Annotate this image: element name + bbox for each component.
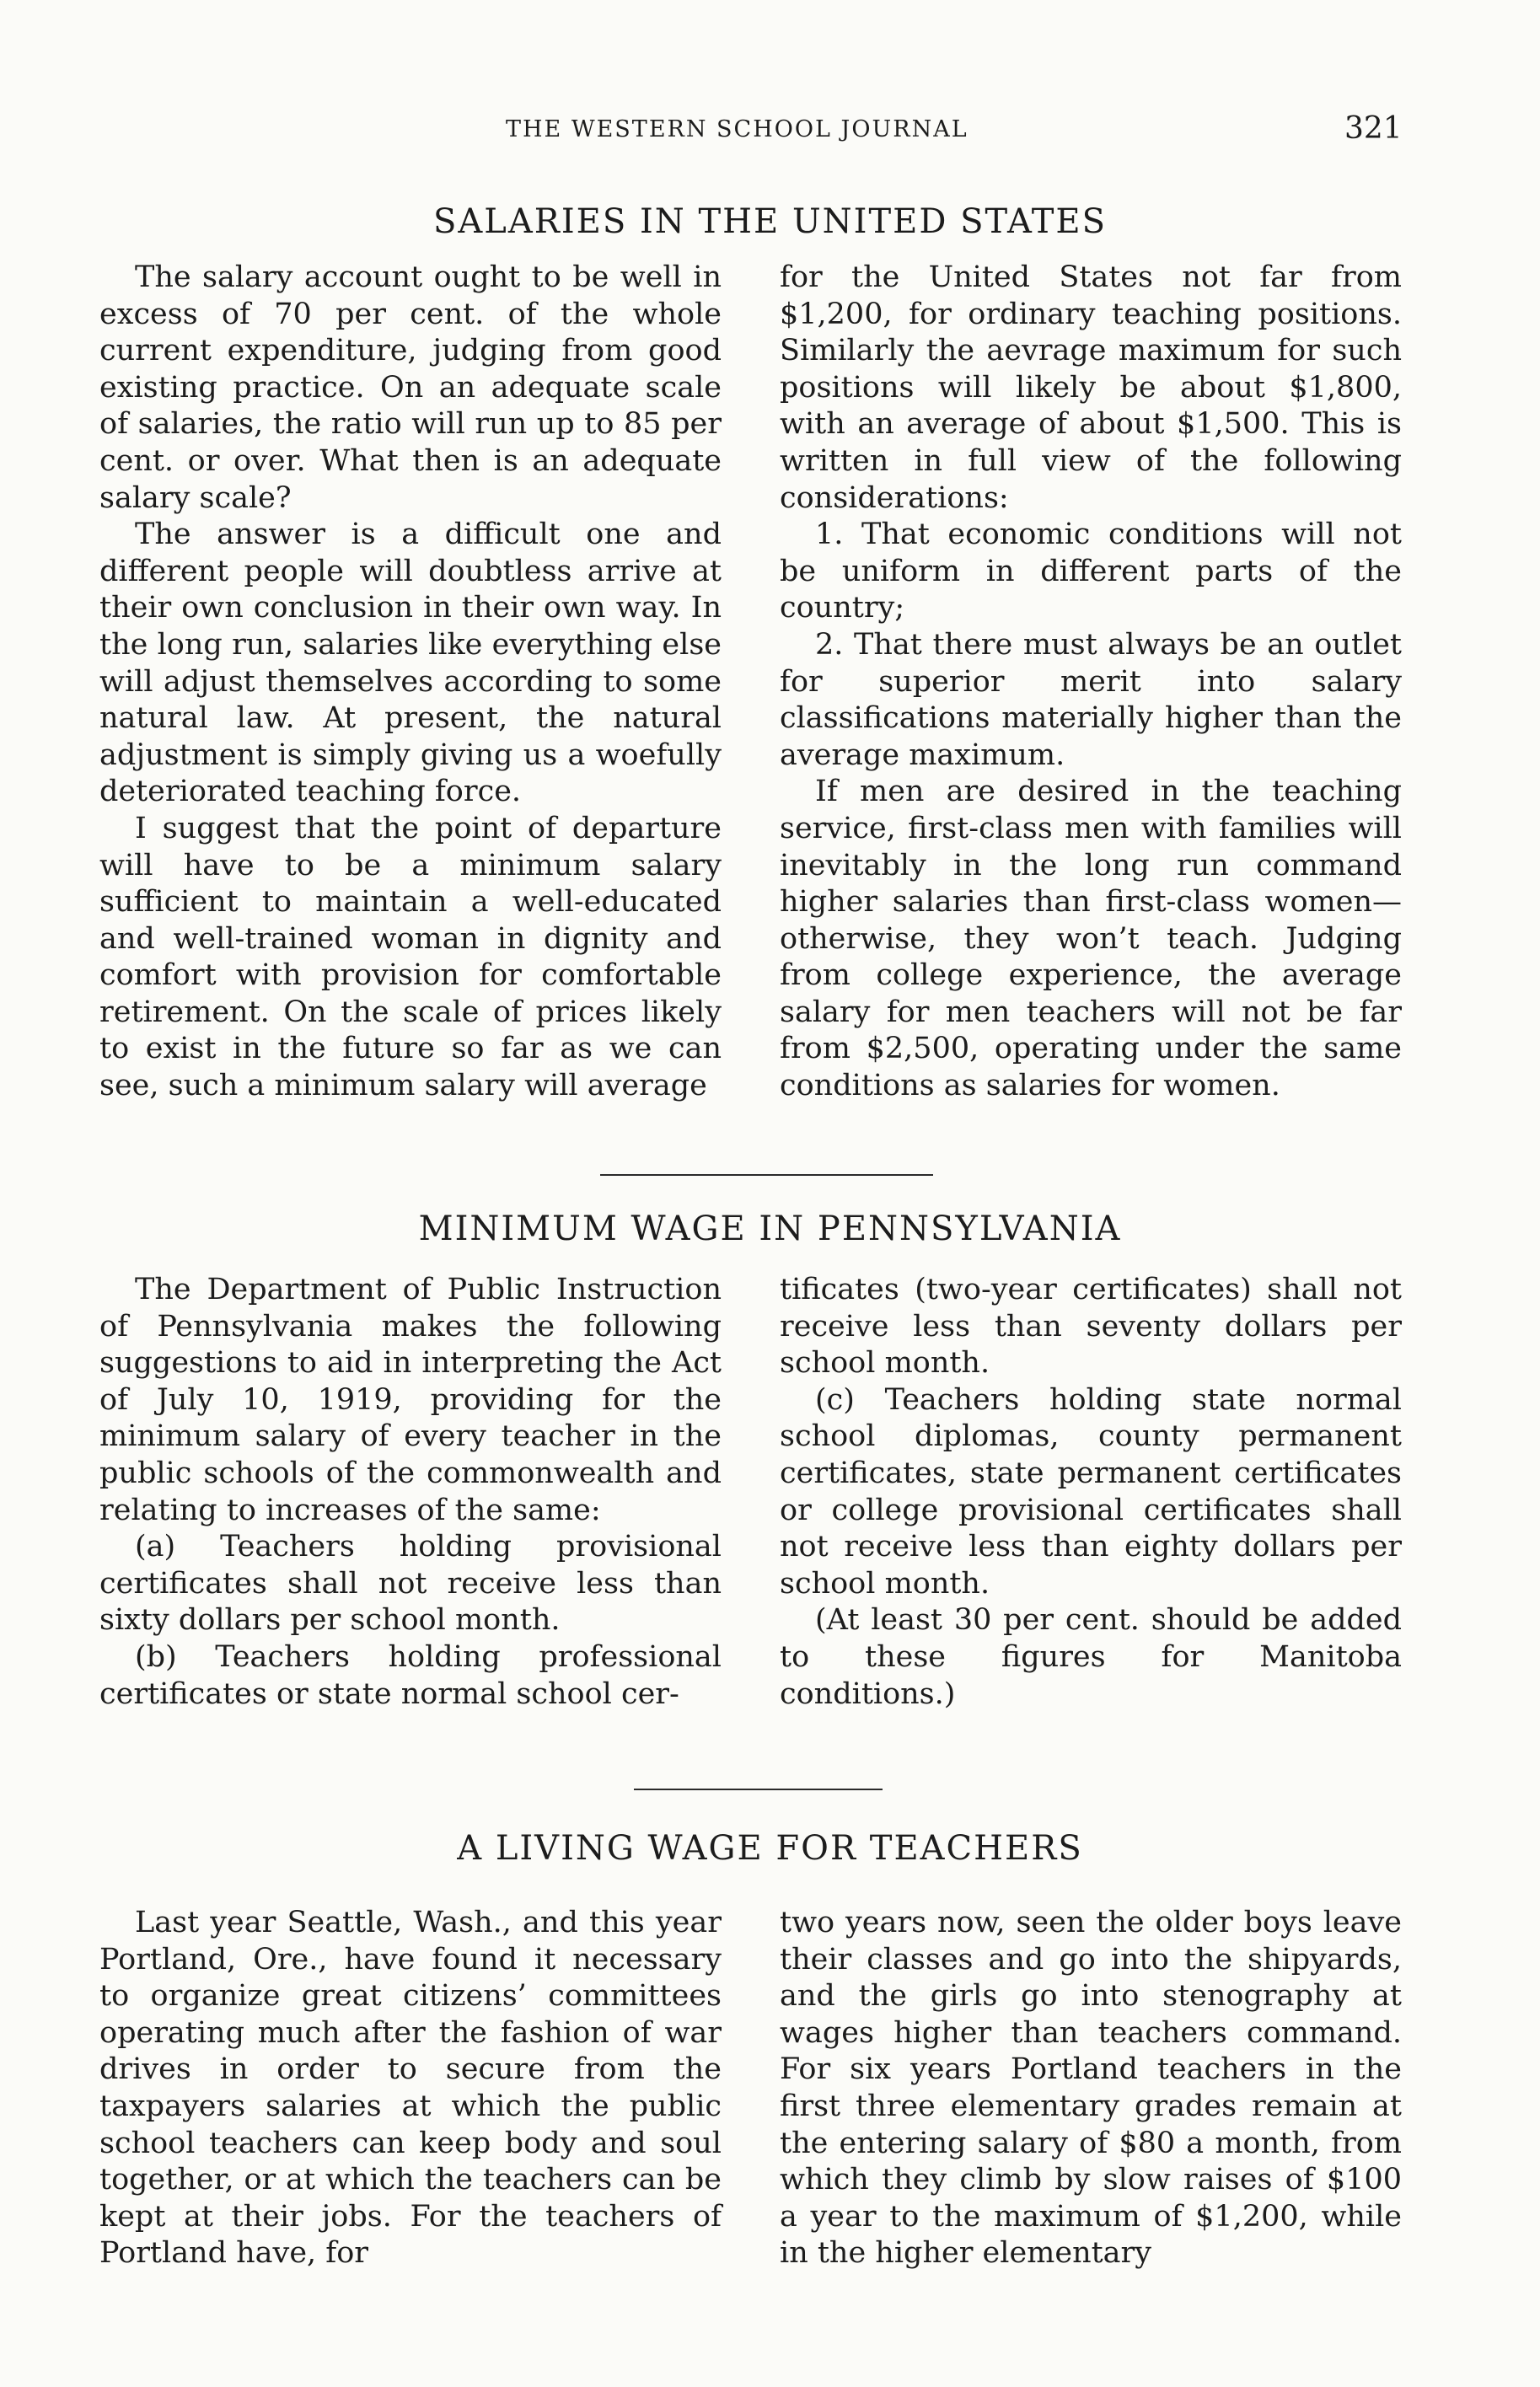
paragraph: The answer is a difficult one and different people will doubtless arrive at their own conclusion in their own way. In the long run, salaries like everything else will adjust themselves according to some natural law. At present, the natural adjustment is simply giving us a woefully deteriorated teaching force.: [99, 518, 722, 809]
article-title: MINIMUM WAGE IN PENNSYLVANIA: [418, 1210, 1122, 1248]
journal-title: THE WESTERN SCHOOL JOURNAL: [506, 116, 969, 142]
article-title: SALARIES IN THE UNITED STATES: [432, 202, 1107, 241]
paragraph: I suggest that the point of departure will have to be a minimum salary sufficient to maintain a well-educated and well-trained woman in dignity and comfort with provision for comfortable retirement. On the scale of prices likely to exist in the future so far as we can see, such a minimum salary will average: [99, 811, 722, 1103]
article-column-left: [99, 1272, 722, 1713]
paragraph: (a) Teachers holding provisional certificates shall not receive less than sixty dollars per school month.: [99, 1530, 722, 1638]
running-head: [0, 111, 1540, 150]
paragraph: If men are desired in the teaching service, first-class men with families will inevitably in the long run command higher salaries than first-class women—otherwise, they won’t teach. Judging from college experience, the average salary for men teachers will not be far from $2,500, operating under the same conditions as salaries for women.: [780, 775, 1402, 1103]
paragraph: (c) Teachers holding state normal school diplomas, county permanent certificates, state permanent certificates or college provisional certificates shall not receive less than eighty dollars per school month.: [780, 1382, 1402, 1601]
paragraph: for the United States not far from $1,200, for ordinary teaching positions. Similarly the aevrage maximum for such positions will likely be about $1,800, with an average of about $1,500. This is written in full view of the following considerations:: [780, 260, 1402, 515]
paragraph: Last year Seattle, Wash., and this year Portland, Ore., have found it necessary to organize great citizens’ committees operating much after the fashion of war drives in order to secure from the taxpayers salaries at which the public school teachers can keep body and soul together, or at which the teachers can be kept at their jobs. For the teachers of Portland have, for: [99, 1906, 722, 2271]
paragraph: The Department of Public Instruction of Pennsylvania makes the following suggestions to aid in interpreting the Act of July 10, 1919, providing for the minimum salary of every teacher in the public schools of the commonwealth and relating to increases of the same:: [99, 1273, 722, 1527]
paragraph: (b) Teachers holding professional certificates or state normal school cer-: [99, 1639, 722, 1711]
page-number: 321: [1344, 111, 1403, 146]
article-column-left: [99, 260, 722, 1105]
paragraph: 1. That economic conditions will not be uniform in different parts of the country;: [780, 518, 1402, 625]
article-column-right: [780, 1905, 1402, 2272]
section-divider: [634, 1789, 883, 1790]
paragraph: (At least 30 per cent. should be added to these figures for Manitoba conditions.): [780, 1603, 1402, 1711]
paragraph: two years now, seen the older boys leave their classes and go into the shipyards, and the girls go into stenography at wages higher than teachers command. For six years Portland teachers in the first three elementary grades remain at the entering salary of $80 a month, from which they climb by slow raises of $100 a year to the maximum of $1,200, while in the higher elementary: [780, 1906, 1402, 2271]
article-column-right: [780, 1272, 1402, 1713]
article-column-right: [780, 260, 1402, 1105]
paragraph: tificates (two-year certificates) shall not receive less than seventy dollars per school month.: [780, 1273, 1402, 1381]
paragraph: 2. That there must always be an outlet for superior merit into salary classifications materially higher than the average maximum.: [780, 627, 1402, 772]
paragraph: The salary account ought to be well in excess of 70 per cent. of the whole current expenditure, judging from good existing practice. On an adequate scale of salaries, the ratio will run up to 85 per cent. or over. What then is an adequate salary scale?: [99, 260, 722, 515]
article-title: A LIVING WAGE FOR TEACHERS: [457, 1829, 1083, 1868]
article-column-left: [99, 1905, 722, 2272]
section-divider: [600, 1174, 933, 1176]
